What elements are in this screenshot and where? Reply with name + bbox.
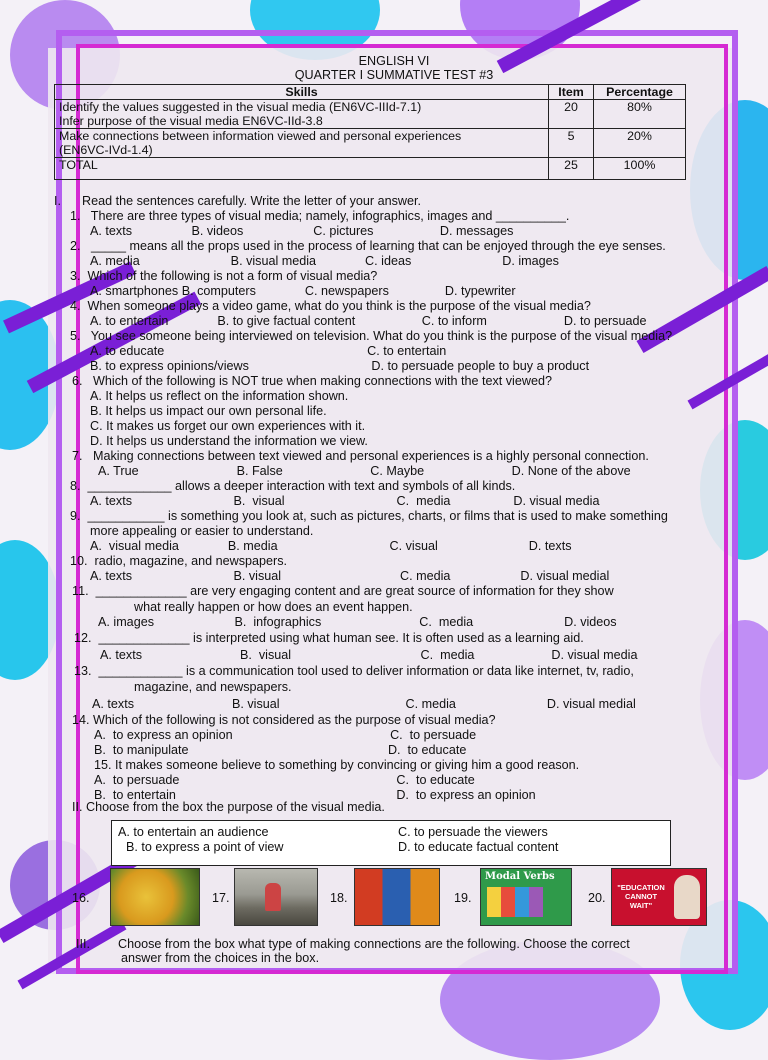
skill-cell	[55, 100, 549, 129]
question-line: A. visual media B. media C. visual D. texts	[90, 539, 572, 553]
question-line: D. It helps us understand the information we view.	[90, 434, 368, 448]
question-line: B. to manipulate D. to educate	[94, 743, 466, 757]
question-line: A. media B. visual media C. ideas D. images	[90, 254, 559, 268]
question-line: 11. _____________ are very engaging content and are great source of information for they show	[72, 584, 614, 598]
question-line: 10. radio, magazine, and newspapers.	[70, 554, 287, 568]
part3-instruction-line-1: III. Choose from the box what type of making connections are the following. Choose the correct	[76, 937, 630, 951]
question-line: 4. When someone plays a video game, what do you think is the purpose of the visual media?	[70, 299, 591, 313]
table-row	[55, 100, 686, 129]
question-line: A. images B. infographics C. media D. videos	[98, 615, 617, 629]
item-number-19: 19.	[454, 891, 472, 905]
question-line: 15. It makes someone believe to something by convincing or giving him a good reason.	[94, 758, 579, 772]
header-item: Item	[549, 85, 594, 100]
item-number-20: 20.	[588, 891, 606, 905]
question-line: 2. _____ means all the props used in the process of learning that can be enjoyed through the eye senses.	[70, 239, 666, 253]
question-line: A. texts B. videos C. pictures D. messages	[90, 224, 513, 238]
question-line: more appealing or easier to understand.	[90, 524, 313, 538]
table-row	[55, 129, 686, 158]
item-cell: 20	[549, 100, 594, 129]
question-line: what really happen or how does an event happen.	[134, 600, 413, 614]
skill-text: (EN6VC-IVd-1.4)	[59, 143, 544, 157]
item-number-16: 16.	[72, 891, 90, 905]
choice-d: D. to educate factual content	[398, 840, 558, 854]
question-line: A. to persuade C. to educate	[94, 773, 475, 787]
question-line: magazine, and newspapers.	[134, 680, 292, 694]
question-line: A. texts B. visual C. media D. visual medial	[92, 697, 636, 711]
question-line: A. texts B. visual C. media D. visual media	[100, 648, 637, 662]
question-line: 14. Which of the following is not considered as the purpose of visual media?	[72, 713, 496, 727]
item-number-18: 18.	[330, 891, 348, 905]
question-line: B. to entertain D. to express an opinion	[94, 788, 536, 802]
part3-instruction-line-2: answer from the choices in the box.	[76, 951, 630, 965]
question-line: 9. ___________ is something you look at, such as pictures, charts, or films that is used to make something	[70, 509, 668, 523]
education-cannot-wait-text: "EDUCATION CANNOT WAIT"	[616, 883, 666, 910]
question-line: B. to express opinions/views D. to persuade people to buy a product	[90, 359, 589, 373]
question-line: 6. Which of the following is NOT true when making connections with the text viewed?	[72, 374, 552, 388]
question-line: A. texts B. visual C. media D. visual medial	[90, 569, 609, 583]
title-line-1: ENGLISH VI	[52, 54, 736, 68]
item-number-17: 17.	[212, 891, 230, 905]
skill-text: Make connections between information viewed and personal experiences	[59, 129, 544, 143]
question-line: 8. ____________ allows a deeper interaction with text and symbols of all kinds.	[70, 479, 515, 493]
question-line: 13. ____________ is a communication tool used to deliver information or data like internet, tv, radio,	[74, 664, 634, 678]
skill-text: Identify the values suggested in the visual media (EN6VC-IIId-7.1)	[59, 100, 544, 114]
header-percentage: Percentage	[594, 85, 686, 100]
answer-choice-box	[111, 820, 671, 866]
education-cannot-wait-image	[611, 868, 707, 926]
header-skills: Skills	[55, 85, 549, 100]
table-row	[55, 158, 686, 180]
question-line: A. to entertain B. to give factual content C. to inform D. to persuade	[90, 314, 646, 328]
question-line: 3. Which of the following is not a form of visual media?	[70, 269, 377, 283]
movie-posters-image	[354, 868, 440, 926]
part2-instruction: II. Choose from the box the purpose of the visual media.	[72, 800, 385, 814]
percentage-cell: 100%	[594, 158, 686, 180]
modal-verbs-cards-icon	[487, 887, 543, 917]
question-line: A. to educate C. to entertain	[90, 344, 446, 358]
percentage-cell: 80%	[594, 100, 686, 129]
percentage-cell: 20%	[594, 129, 686, 158]
flood-rescue-image	[234, 868, 318, 926]
question-line: C. It makes us forget our own experiences with it.	[90, 419, 365, 433]
part1-instruction: I. Read the sentences carefully. Write the letter of your answer.	[54, 194, 421, 208]
item-cell: 25	[549, 158, 594, 180]
modal-verbs-image	[480, 868, 572, 926]
question-line: A. texts B. visual C. media D. visual media	[90, 494, 600, 508]
question-line: A. True B. False C. Maybe D. None of the above	[98, 464, 631, 478]
question-line: A. smartphones B. computers C. newspapers D. typewriter	[90, 284, 516, 298]
speaker-portrait-icon	[674, 875, 700, 919]
skills-table	[54, 84, 686, 180]
skill-cell: TOTAL	[55, 158, 549, 180]
modal-verbs-title: Modal Verbs	[485, 871, 555, 882]
skill-text: Infer purpose of the visual media EN6VC-IId-3.8	[59, 114, 544, 128]
skill-cell	[55, 129, 549, 158]
question-line: 7. Making connections between text viewed and personal experiences is a highly personal connection.	[72, 449, 649, 463]
question-line: 5. You see someone being interviewed on television. What do you think is the purpose of the visual media?	[70, 329, 672, 343]
choice-b: B. to express a point of view	[126, 840, 284, 854]
title-line-2: QUARTER I SUMMATIVE TEST #3	[52, 68, 736, 82]
question-line: 12. _____________ is interpreted using what human see. It is often used as a learning aid.	[74, 631, 584, 645]
question-line: A. to express an opinion C. to persuade	[94, 728, 476, 742]
choice-c: C. to persuade the viewers	[398, 825, 548, 839]
table-header-row	[55, 85, 686, 100]
question-line: B. It helps us impact our own personal life.	[90, 404, 327, 418]
person-figure-icon	[265, 883, 281, 911]
question-line: A. It helps us reflect on the information shown.	[90, 389, 348, 403]
choice-a: A. to entertain an audience	[118, 825, 269, 839]
question-line: 1. There are three types of visual media; namely, infographics, images and __________.	[70, 209, 569, 223]
test-title	[52, 54, 736, 82]
item-cell: 5	[549, 129, 594, 158]
noodles-image	[110, 868, 200, 926]
part3-instruction	[76, 937, 630, 965]
